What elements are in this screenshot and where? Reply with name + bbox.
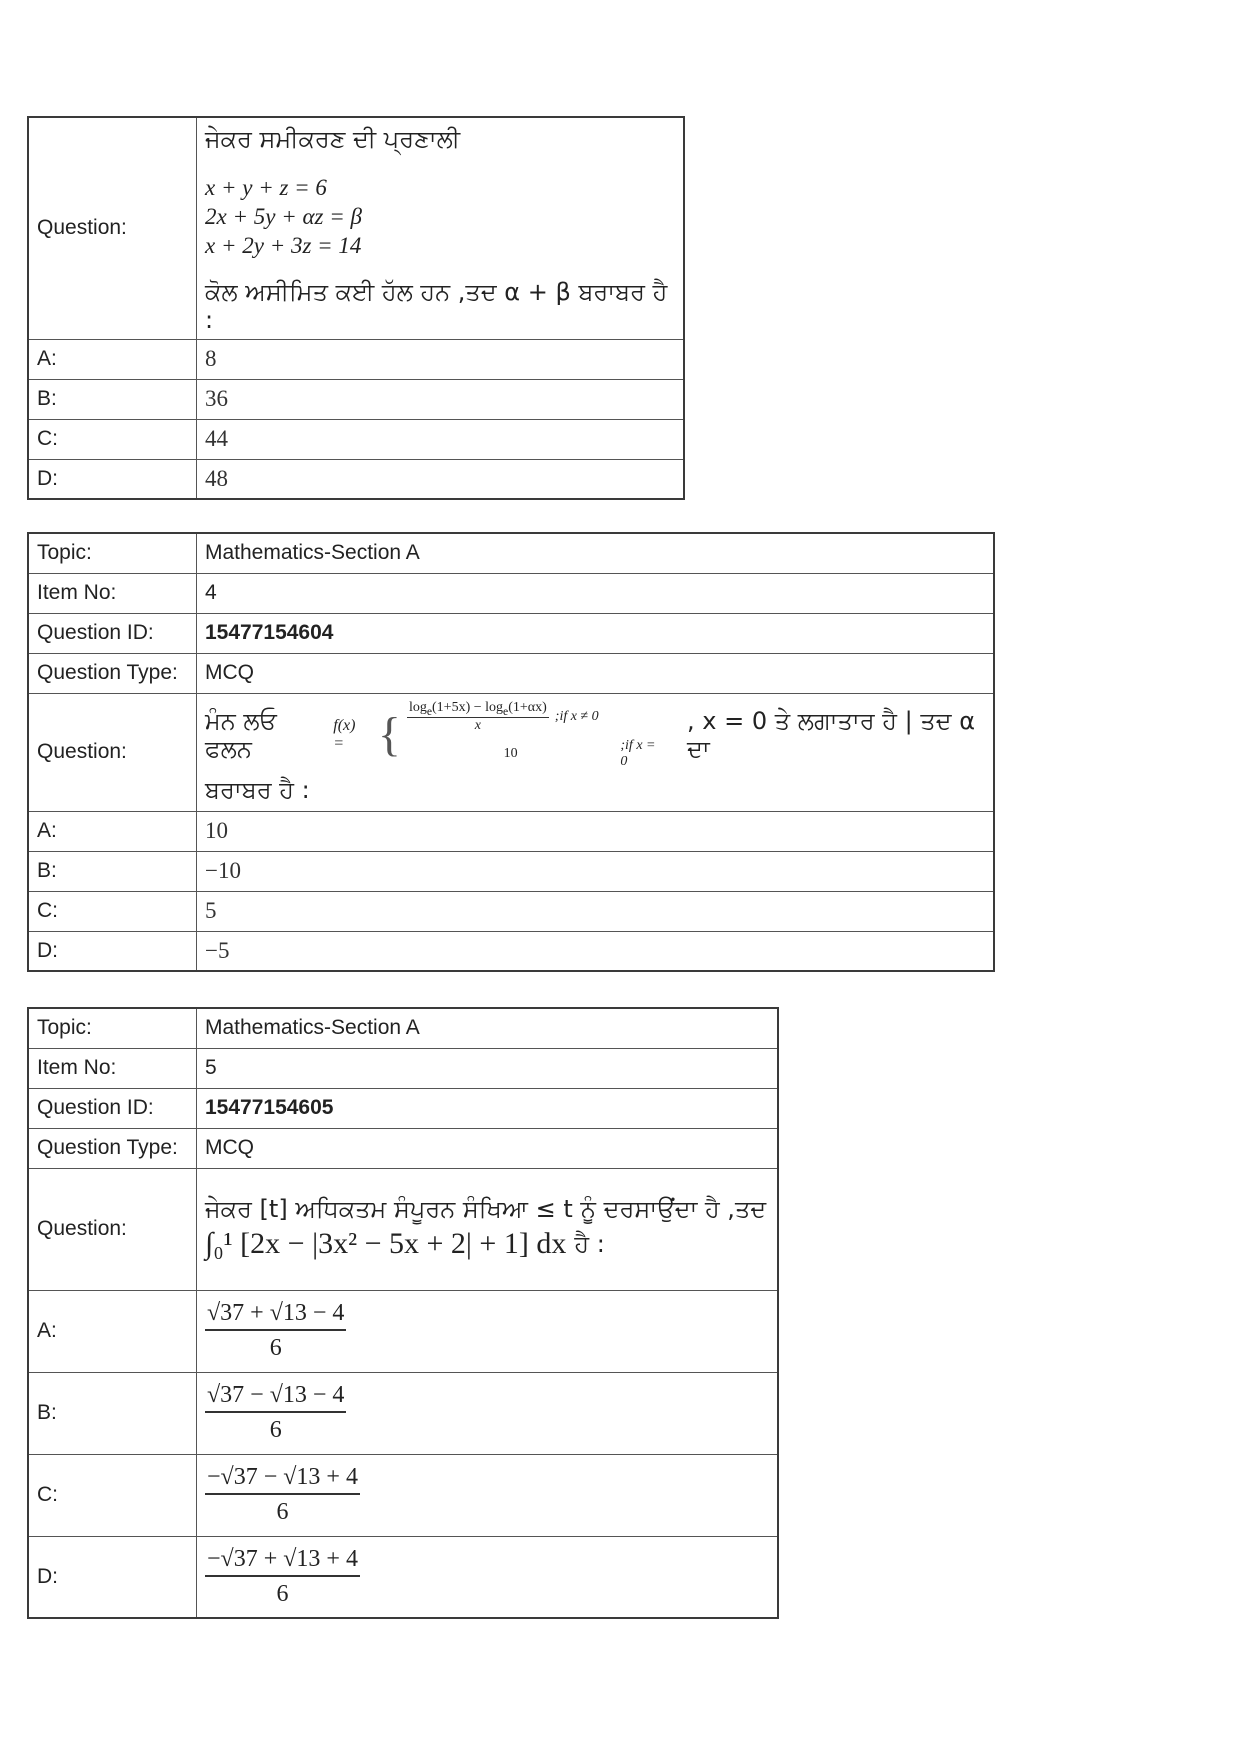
case1-numerator: $\log_e(1+5x) - \log_e(1+\alpha x)$	[408, 699, 547, 718]
option-value	[197, 1454, 779, 1536]
fraction-numerator: √37 − √13 − 4	[205, 1382, 346, 1413]
option-value	[197, 1536, 779, 1618]
topic-value: Mathematics-Section A	[197, 1008, 779, 1048]
item-row	[28, 573, 994, 613]
option-row	[28, 931, 994, 971]
option-row	[28, 811, 994, 851]
option-label: D:	[28, 459, 197, 499]
field-label: Question:	[28, 1168, 197, 1290]
topic-row	[28, 533, 994, 573]
option-label: B:	[28, 851, 197, 891]
field-label: Question Type:	[28, 653, 197, 693]
topic-row	[28, 1008, 778, 1048]
piecewise-brace: {	[377, 707, 401, 761]
option-label: A:	[28, 1290, 197, 1372]
question-id-row	[28, 1088, 778, 1128]
equation-1: x + y + z = 6	[205, 174, 327, 200]
question-type-row	[28, 653, 994, 693]
option-value: 44	[197, 419, 685, 459]
option-row	[28, 1536, 778, 1618]
field-label: Question:	[28, 693, 197, 811]
question-table-3	[27, 116, 685, 500]
question-text-line2: ਬਰਾਬਰ ਹੈ :	[205, 776, 310, 805]
option-label: C:	[28, 1454, 197, 1536]
function-lhs: f(x) =	[333, 716, 356, 752]
question-id-row	[28, 613, 994, 653]
question-row	[28, 693, 994, 811]
option-label: D:	[28, 1536, 197, 1618]
fraction-numerator: −√37 − √13 + 4	[205, 1464, 360, 1495]
option-label: A:	[28, 811, 197, 851]
question-type-value: MCQ	[197, 653, 995, 693]
option-row	[28, 1290, 778, 1372]
option-label: B:	[28, 1372, 197, 1454]
question-row	[28, 117, 684, 339]
item-row	[28, 1048, 778, 1088]
item-value: 4	[197, 573, 995, 613]
case1-denominator: x	[474, 718, 481, 734]
option-value	[197, 1372, 779, 1454]
fraction-denominator: 6	[276, 1499, 289, 1525]
field-label: Question ID:	[28, 1088, 197, 1128]
option-label: C:	[28, 419, 197, 459]
option-value: 48	[197, 459, 685, 499]
field-label: Item No:	[28, 1048, 197, 1088]
fraction-denominator: 6	[269, 1417, 282, 1443]
fraction	[205, 1464, 360, 1526]
equation-3: x + 2y + 3z = 14	[205, 232, 362, 258]
question-body	[197, 117, 685, 339]
integral-expression: ∫₀¹ [2x − |3x² − 5x + 2| + 1] dx	[205, 1227, 567, 1260]
question-table-5	[27, 1007, 779, 1619]
option-value: 5	[197, 891, 995, 931]
option-row	[28, 459, 684, 499]
field-label: Question ID:	[28, 613, 197, 653]
question-body	[197, 1168, 779, 1290]
question-id-value: 15477154605	[197, 1088, 779, 1128]
option-row	[28, 419, 684, 459]
item-value: 5	[197, 1048, 779, 1088]
option-row	[28, 379, 684, 419]
fraction-numerator: −√37 + √13 + 4	[205, 1546, 360, 1577]
integral-tail: ਹੈ :	[574, 1230, 605, 1258]
option-row	[28, 1454, 778, 1536]
equation-2: 2x + 5y + αz = β	[205, 203, 362, 229]
option-row	[28, 339, 684, 379]
option-value: −5	[197, 931, 995, 971]
topic-value: Mathematics-Section A	[197, 533, 995, 573]
question-type-row	[28, 1128, 778, 1168]
option-value	[197, 1290, 779, 1372]
question-text-pre: ਮੰਨ ਲਓ ਫਲਨ	[205, 706, 277, 763]
case2-value: 10	[503, 746, 518, 762]
fraction	[205, 1382, 346, 1444]
question-id-value: 15477154604	[197, 613, 995, 653]
fraction-numerator: √37 + √13 − 4	[205, 1300, 346, 1331]
field-label: Question:	[28, 117, 197, 339]
field-label: Topic:	[28, 1008, 197, 1048]
option-label: B:	[28, 379, 197, 419]
question-body	[197, 693, 995, 811]
option-label: A:	[28, 339, 197, 379]
option-value: 36	[197, 379, 685, 419]
question-text-post: , x = 0 ਤੇ ਲਗਾਤਾਰ ਹੈ | ਤਦ α ਦਾ	[687, 706, 976, 763]
option-value: 8	[197, 339, 685, 379]
option-value: 10	[197, 811, 995, 851]
option-row	[28, 851, 994, 891]
field-label: Topic:	[28, 533, 197, 573]
case2-condition: ;if x = 0	[620, 738, 656, 770]
question-intro: ਜੇਕਰ ਸਮੀਕਰਣ ਦੀ ਪ੍ਰਣਾਲੀ	[205, 124, 461, 153]
question-text-line1: ਜੇਕਰ [t] ਅਧਿਕਤਮ ਸੰਪੂਰਨ ਸੰਖਿਆ ≤ t ਨੂੰ ਦਰਸਾਉਂਦਾ ਹੈ ,ਤਦ	[205, 1195, 767, 1223]
question-table-4	[27, 532, 995, 972]
question-outro: ਕੋਲ ਅਸੀਮਿਤ ਕਈ ਹੱਲ ਹਨ ,ਤਦ α + β ਬਰਾਬਰ ਹੈ :	[205, 277, 668, 334]
question-type-value: MCQ	[197, 1128, 779, 1168]
case1-condition: ;if x ≠ 0	[554, 708, 599, 724]
piecewise-cases	[407, 700, 663, 771]
field-label: Question Type:	[28, 1128, 197, 1168]
question-row	[28, 1168, 778, 1290]
fraction-denominator: 6	[269, 1335, 282, 1361]
fraction-denominator: 6	[276, 1580, 289, 1607]
fraction	[205, 1546, 360, 1608]
option-row	[28, 891, 994, 931]
option-value: −10	[197, 851, 995, 891]
option-label: C:	[28, 891, 197, 931]
field-label: Item No:	[28, 573, 197, 613]
fraction	[205, 1300, 346, 1362]
option-label: D:	[28, 931, 197, 971]
option-row	[28, 1372, 778, 1454]
